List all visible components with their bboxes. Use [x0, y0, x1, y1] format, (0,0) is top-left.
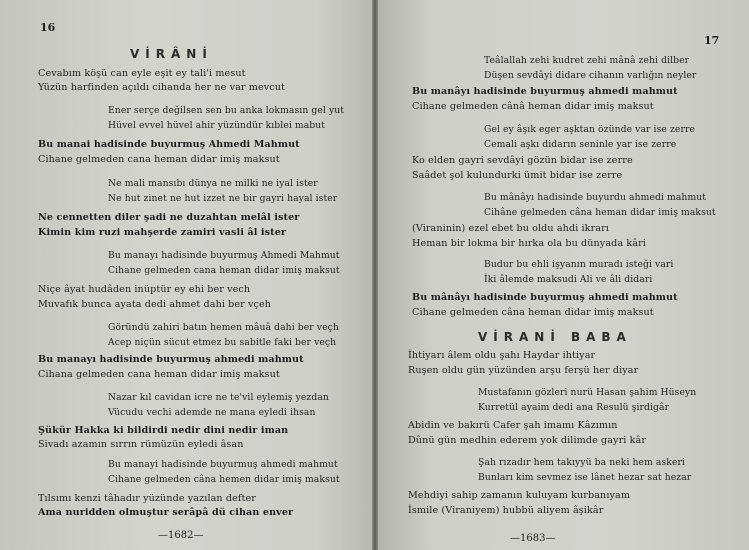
verse-line: Mustafanın gözleri nurü Hasan şahim Hüseyn [478, 387, 697, 398]
refrain-line: Bu manâyı hadisinde buyurmuş ahmedi mahmut [412, 86, 678, 97]
refrain-line: Cihane gelmeden câna hemen didar imiş maksut [108, 474, 340, 485]
poem-heading: VİRÂNİ [130, 47, 213, 61]
poem-heading: VİRANİ BABA [478, 330, 632, 344]
verse-line: Heman bir lokma bir hırka ola bu dünyada kâri [412, 238, 646, 249]
verse-line: Dûnü gün medhin ederem yok dilimde gayri kâr [408, 435, 646, 446]
page-number: 16 [40, 21, 56, 34]
verse-line: Hüvel evvel hüvel ahir yüzündür kıblei mabut [108, 120, 326, 131]
verse-line: Ener serçe değilsen sen bu anka lokmasın gel yut [108, 105, 345, 116]
verse-line: Şükür Hakka ki bildirdi nedir dini nedir iman [38, 425, 289, 436]
verse-line: İhtiyarı âlem oldu şahı Haydar ihtiyar [408, 350, 596, 361]
verse-line: Kurretül ayaim dedi ana Resulü şirdigâr [478, 402, 670, 413]
verse-line: Ama nuridden olmuştur serâpâ dü cihan enver [38, 507, 294, 518]
verse-line: Mehdiyi sahip zamanın kuluyam kurbanıyam [408, 490, 631, 501]
verse-line: Cevabım köşü can eyle eşit ey tali'i mesut [38, 68, 246, 79]
verse-line: Cemali aşkı didarın seninle yar ise zerre [484, 139, 677, 150]
refrain-line: Cihane gelmeden câna heman didar imiş maksut [412, 307, 654, 318]
refrain-line: Bu mânâyı hadisinde buyurmuş ahmedi mahmut [412, 292, 678, 303]
refrain-line: Bu mânâyı hadisinde buyurdu ahmedi mahmut [484, 192, 707, 203]
verse-line: Ruşen oldu gün yüzünden arşu ferşü her diyar [408, 365, 639, 376]
verse-line: Kimin kim ruzi mahşerde zamiri vasli âl ister [38, 227, 287, 238]
refrain-line: Cihane gelmeden cana heman didar imiş maksut [108, 265, 340, 276]
verse-line: Düşen sevdâyi didare cihanın varlığın neyler [484, 70, 697, 81]
verse-line: Bunları kim sevmez ise lânet hezar sat hezar [478, 472, 692, 483]
left-page [0, 0, 372, 550]
verse-line: Vücudu vechi ademde ne mana eyledi ihsan [108, 407, 316, 418]
verse-line: Ne cennetten diler şadi ne duzahtan melâl ister [38, 212, 300, 223]
page-footer-number: —1682— [158, 530, 204, 541]
verse-line: Tılsımı kenzi tâhadır yüzünde yazılan defter [38, 493, 256, 504]
refrain-line: Cihana gelmeden cana heman didar imiş maksut [38, 369, 280, 380]
verse-line: İki âlemde maksudi Ali ve âli didari [484, 274, 653, 285]
refrain-line: Bu manayı hadisinde buyurmuş ahmedi mahmut [38, 354, 304, 365]
verse-line: Gel ey âşık eger aşktan özünde var ise zerre [484, 124, 695, 135]
verse-line: Abidin ve bakırü Cafer şah imamı Kâzımın [408, 420, 618, 431]
verse-line: Ne mali mansıbı dünya ne milki ne iyal ister [108, 178, 318, 189]
refrain-line: Bu manayi hadisinde buyurmuş ahmedi mahmut [108, 459, 338, 470]
refrain-line: Cihane gelmeden cânâ heman didar imiş maksut [412, 101, 654, 112]
verse-line: Ko elden gayri sevdâyi gözün bidar ise zerre [412, 155, 633, 166]
verse-line: Sivadı azamın sırrın rümüzün eyledi âsan [38, 439, 244, 450]
verse-line: Niçe âyat hudâden inüptür ey ehi ber vech [38, 284, 251, 295]
verse-line: Teâlallah zehi kudret zehi mânâ zehi dilber [484, 55, 690, 66]
verse-line: İsmile (Viraniyem) hubbü aliyem âşikâr [408, 505, 604, 516]
verse-line: Şah rızadır hem takıyyü ba neki hem askeri [478, 457, 686, 468]
verse-line: Acep niçün sücut etmez bu sabitle faki ber veçh [108, 337, 337, 348]
verse-line: Muvafık bunca ayata dedi ahmet dahi ber vçeh [38, 299, 272, 310]
verse-line: Nazar kıl cavidan icre ne te'vil eylemiş yezdan [108, 392, 329, 403]
page-footer-number: —1683— [510, 533, 556, 544]
refrain-line: Bu manayı hadisinde buyurmuş Ahmedi Mahmut [108, 250, 340, 261]
verse-line: Saâdet şol kulundurki ümit bidar ise zerre [412, 170, 623, 181]
verse-line: Yüzün harfinden açıldı cihanda her ne var mevcut [38, 82, 285, 93]
refrain-line: Cihane gelmeden cana heman didar imiş maksut [38, 154, 280, 165]
verse-line: Göründü zahiri batın hemen mâuâ dahi ber veçh [108, 322, 339, 333]
verse-line: Ne hut zinet ne hut izzet ne bir gayri hayal ister [108, 193, 338, 204]
refrain-line: Cihâne gelmeden câna heman didar imiş maksut [484, 207, 716, 218]
verse-line: (Viraninin) ezel ebet bu oldu ahdi ikrarı [412, 223, 609, 234]
page-number: 17 [704, 34, 720, 47]
verse-line: Budur bu ehli işyanın muradı isteği vari [484, 259, 674, 270]
right-page [378, 0, 749, 550]
refrain-line: Bu manai hadisinde buyurmuş Ahmedi Mahmut [38, 139, 300, 150]
